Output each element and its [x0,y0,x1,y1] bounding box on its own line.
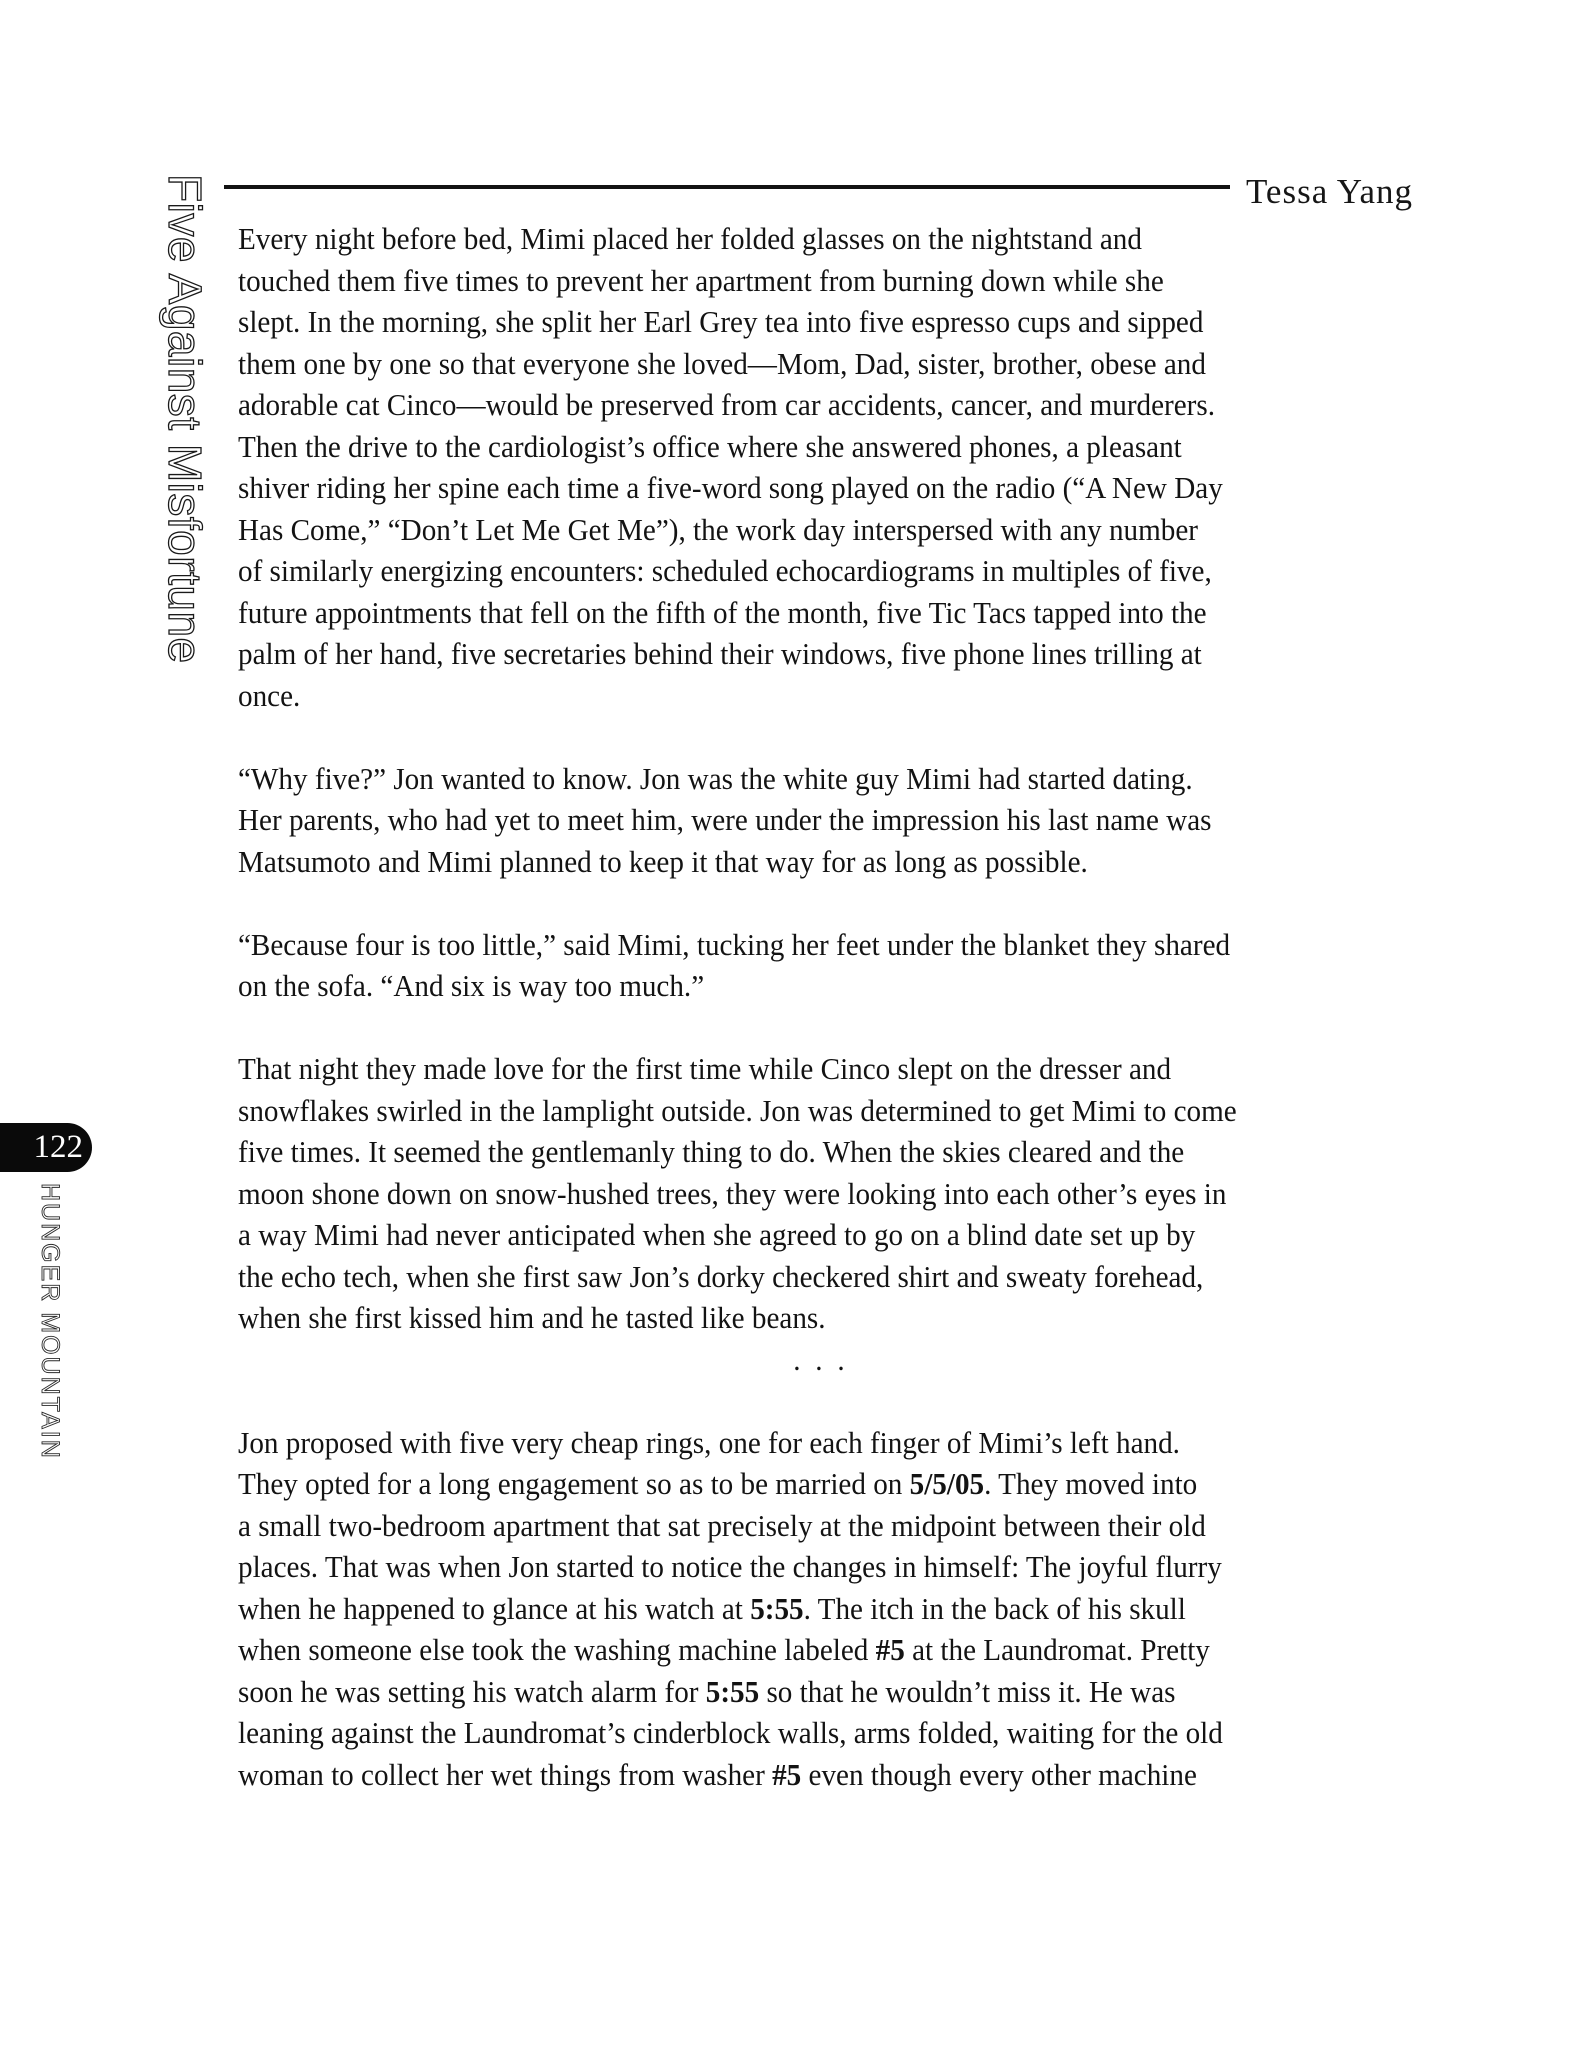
journal-name-vertical: HUNGER MOUNTAIN [36,1183,64,1460]
section-separator: . . . [793,1341,849,1377]
author-name: Tessa Yang [1246,172,1414,211]
page-number: 122 [33,1129,83,1165]
story-paragraph: Jon proposed with five very cheap rings, one for each finger of Mimi’s left hand. They opted for a long engagement so as to be married on 5/5/05. They moved into a small two-bedroom apartment that sat precisely at the midpoint between their old places. That was when Jon started to notice the changes in himself: The joyful flurry when he happened to glance at his watch at 5:55. The itch in the back of his skull when someone else took the washing machine labeled #5 at the Laundromat. Pretty soon he was setting his watch alarm for 5:55 so that he wouldn’t miss it. He was leaning against the Laundromat’s cinderblock walls, arms folded, waiting for the old woman to collect her wet things from washer #5 even though every other machine [238,1424,1223,1792]
story-paragraph: Every night before bed, Mimi placed her folded glasses on the nightstand and touched them five times to prevent her apartment from burning down while she slept. In the morning, she split her Earl Grey tea into five espresso cups and sipped them one by one so that everyone she loved—Mom, Dad, sister, brother, obese and adorable cat Cinco—would be preserved from car accidents, cancer, and murderers. Then the drive to the cardiologist’s office where she answered phones, a pleasant shiver riding her spine each time a five-word song played on the radio (“A New Day Has Come,” “Don’t Let Me Get Me”), the work day interspersed with any number of similarly energizing encounters: scheduled echocardiograms in multiples of five, future appointments that fell on the fifth of the month, five Tic Tacs tapped into the palm of her hand, five secretaries behind their windows, five phone lines trilling at once. [238,221,1223,713]
story-paragraph: “Why five?” Jon wanted to know. Jon was the white guy Mimi had started dating. Her parents, who had yet to meet him, were under the impression his last name was Matsumoto and Mimi planned to keep it that way for as long as possible. [238,760,1212,879]
story-title-vertical: Five Against Misfortune [159,174,211,664]
story [238,218,1404,1837]
page-number-badge [0,1123,92,1172]
story-paragraph: “Because four is too little,” said Mimi, tucking her feet under the blanket they shared on the sofa. “And six is way too much.” [238,926,1231,1003]
header-rule [224,185,1230,189]
story-paragraph: That night they made love for the first time while Cinco slept on the dresser and snowflakes swirled in the lamplight outside. Jon was determined to get Mimi to come five times. It seemed the gentlemanly thing to do. When the skies cleared and the moon shone down on snow-hushed trees, they were looking into each other’s eyes in a way Mimi had never anticipated when she agreed to go on a blind date set up by the echo tech, when she first saw Jon’s dorky checkered shirt and sweaty forehead, when she first kissed him and he tasted like beans. [238,1051,1237,1335]
